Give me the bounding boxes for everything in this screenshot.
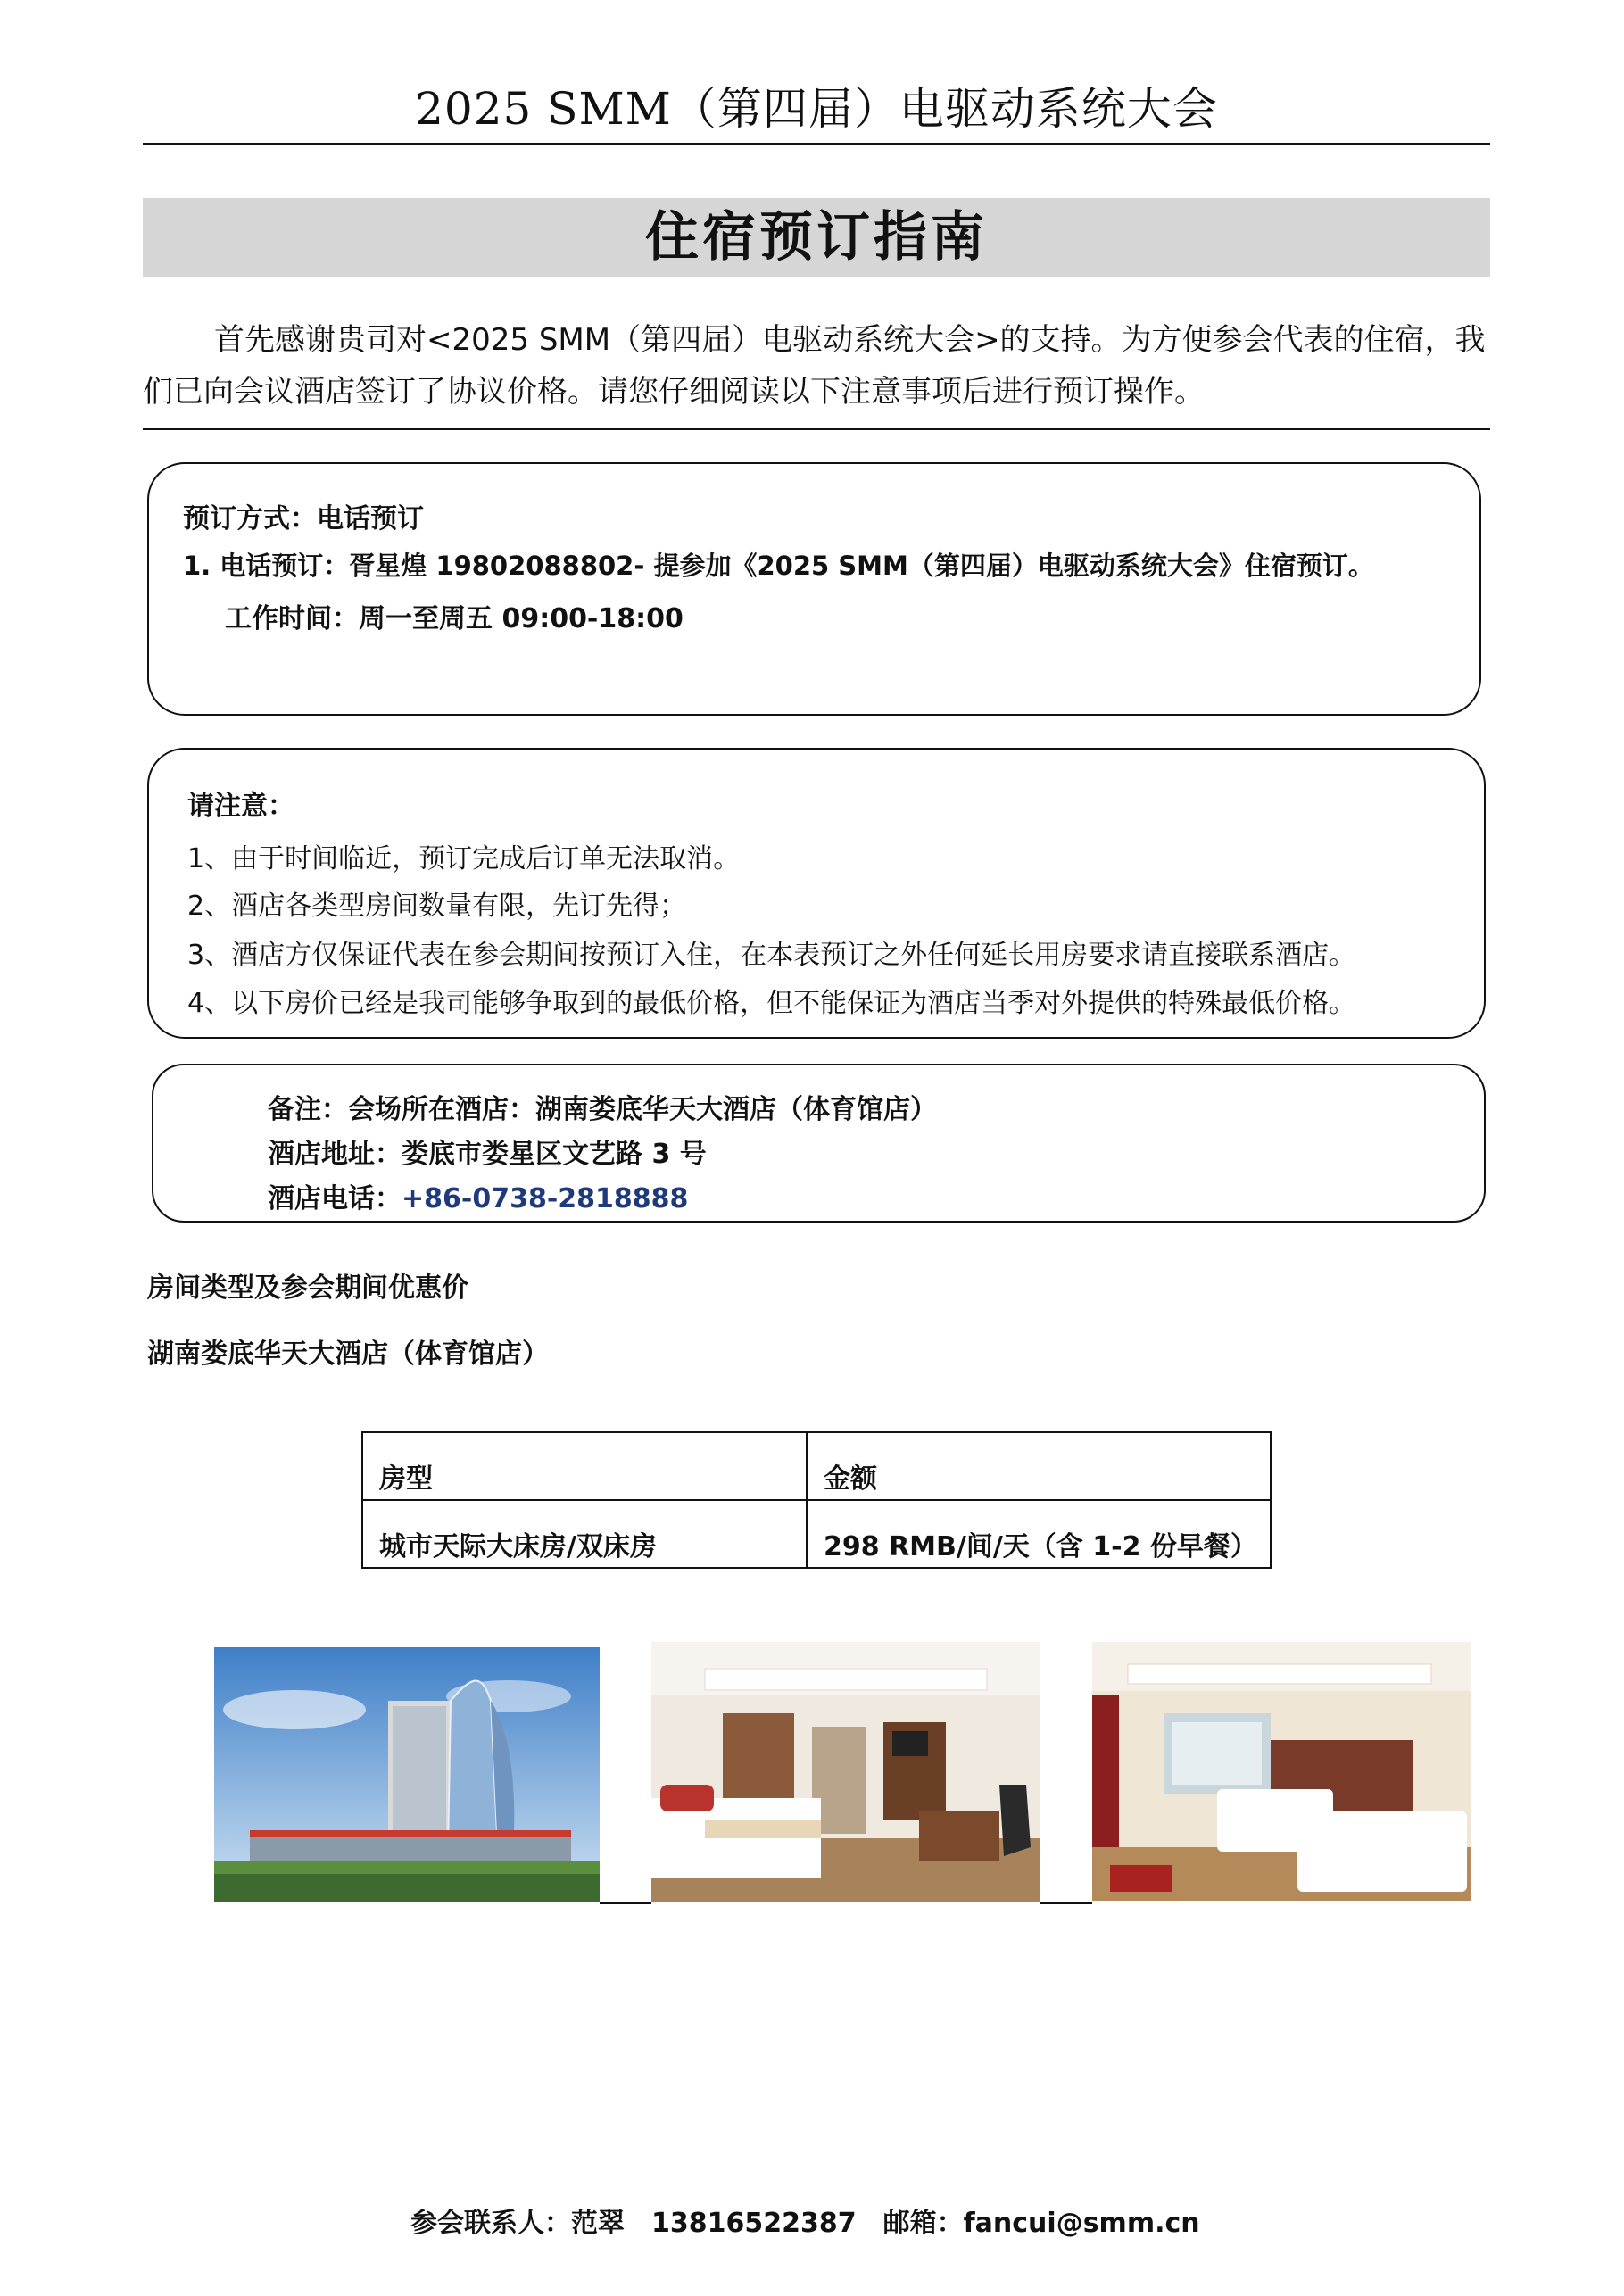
table-header-cell: 房型 bbox=[362, 1432, 807, 1500]
intro-paragraph: 首先感谢贵司对<2025 SMM（第四届）电驱动系统大会>的支持。为方便参会代表的住宿，我们已向会议酒店签订了协议价格。请您仔细阅读以下注意事项后进行预订操作。 bbox=[143, 322, 1486, 410]
hotel-exterior-photo bbox=[214, 1647, 600, 1902]
notice-item: 2、酒店各类型房间数量有限，先订先得； bbox=[187, 891, 687, 922]
table-header-row bbox=[362, 1432, 1271, 1500]
photo-divider bbox=[600, 1902, 651, 1904]
footer-contact-phone: 13816522387 bbox=[651, 2208, 857, 2239]
footer-email-label: 邮箱： bbox=[882, 2208, 964, 2239]
guide-title: 住宿预订指南 bbox=[143, 198, 1490, 277]
hotel-phone-label: 酒店电话： bbox=[268, 1183, 402, 1214]
page-header-title: 2025 SMM（第四届）电驱动系统大会 bbox=[415, 83, 1218, 135]
notice-heading: 请注意： bbox=[187, 791, 294, 822]
room-photo-king bbox=[651, 1642, 1040, 1902]
rooms-hotel-name: 湖南娄底华天大酒店（体育馆店） bbox=[147, 1339, 549, 1370]
footer-contact bbox=[410, 2201, 1200, 2240]
table-row bbox=[362, 1500, 1271, 1568]
footer-contact-label: 参会联系人：范翠 bbox=[410, 2208, 625, 2239]
room-photo-twin bbox=[1092, 1642, 1471, 1901]
notice-item: 3、酒店方仅保证代表在参会期间按预订入住，在本表预订之外任何延长用房要求请直接联系酒店。 bbox=[187, 940, 1356, 971]
intro-divider bbox=[143, 428, 1490, 430]
venue-hotel: 备注：会场所在酒店：湖南娄底华天大酒店（体育馆店） bbox=[268, 1094, 937, 1125]
room-price-table bbox=[361, 1431, 1272, 1569]
notice-item: 4、以下房价已经是我司能够争取到的最低价格，但不能保证为酒店当季对外提供的特殊最低价格。 bbox=[187, 988, 1356, 1019]
hotel-phone-row bbox=[268, 1176, 688, 1215]
booking-hours-line: 工作时间：周一至周五 09:00-18:00 bbox=[225, 603, 684, 634]
table-cell: 298 RMB/间/天（含 1-2 份早餐） bbox=[807, 1500, 1271, 1568]
photo-divider bbox=[1040, 1902, 1092, 1904]
notice-item: 1、由于时间临近，预订完成后订单无法取消。 bbox=[187, 843, 741, 874]
footer-email: fancui@smm.cn bbox=[963, 2208, 1200, 2239]
rooms-section-heading: 房间类型及参会期间优惠价 bbox=[147, 1272, 468, 1304]
header-divider bbox=[143, 143, 1490, 145]
booking-heading: 预订方式：电话预订 bbox=[183, 503, 424, 535]
hotel-phone-number: +86-0738-2818888 bbox=[402, 1183, 689, 1214]
hotel-address: 酒店地址：娄底市娄星区文艺路 3 号 bbox=[268, 1139, 707, 1170]
booking-phone-line: 1. 电话预订：胥星煌 19802088802- 提参加《2025 SMM（第四届）电驱动系统大会》住宿预订。 bbox=[183, 551, 1374, 581]
table-header-cell: 金额 bbox=[807, 1432, 1271, 1500]
table-cell: 城市天际大床房/双床房 bbox=[362, 1500, 807, 1568]
